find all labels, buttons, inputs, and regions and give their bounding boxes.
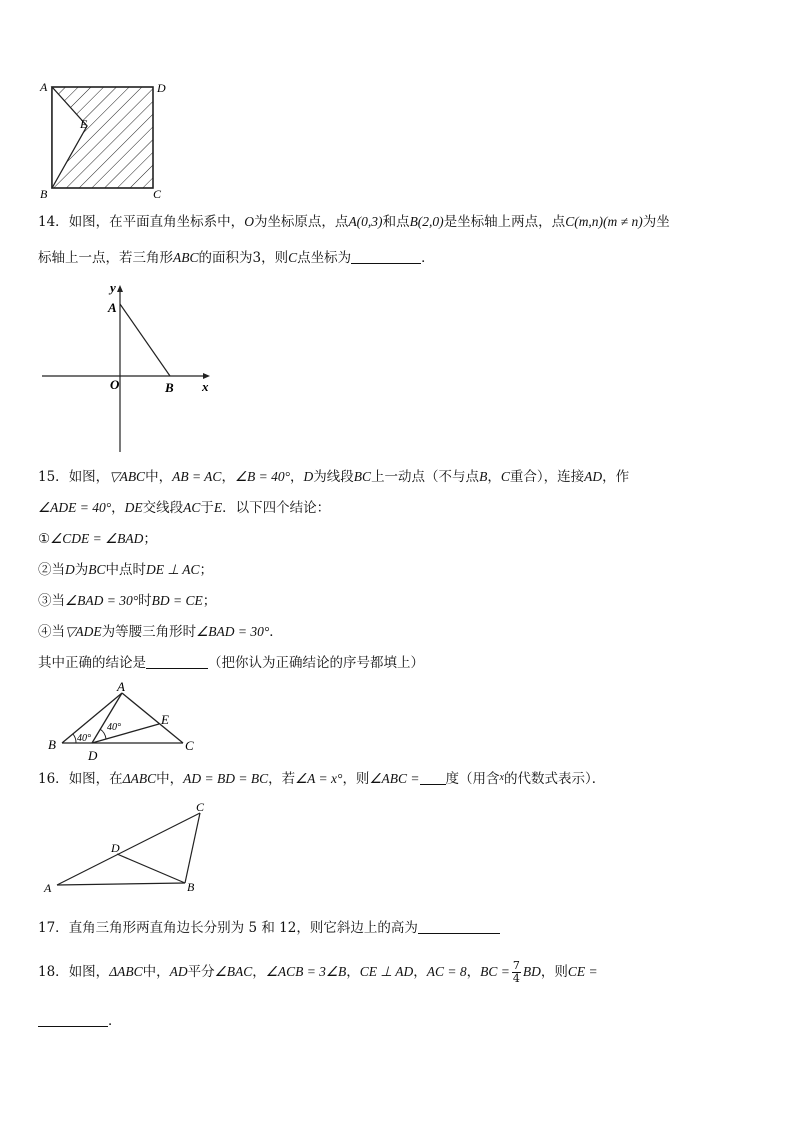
- label-B: B: [40, 187, 48, 200]
- q15-conclusion-2: ②当D为BC中点时DE ⊥ AC；: [38, 562, 214, 578]
- q15-conclusion-3: ③当∠BAD = 30°时BD = CE；: [38, 593, 217, 609]
- angle-label-b: 40°: [77, 733, 91, 744]
- q18-line-2: ．: [38, 1012, 122, 1030]
- q18-number: 18．: [38, 964, 69, 980]
- q14-answer-blank[interactable]: [351, 249, 421, 264]
- point-label-D: D: [111, 841, 120, 855]
- point-label-A: A: [44, 881, 52, 895]
- q15-conclusion-1: ①∠CDE = ∠BAD；: [38, 531, 157, 547]
- q18-answer-blank[interactable]: [38, 1012, 108, 1027]
- point-label-A: A: [108, 300, 117, 315]
- q14-line-1: 14．如图，在平面直角坐标系中，O为坐标原点，点A(0,3)和点B(2,0)是坐标轴上两点，点C(m,n)(m ≠ n)为坐: [38, 214, 670, 230]
- figure-square-hatched: [36, 78, 176, 200]
- point-label-C: C: [196, 800, 205, 814]
- figure-triangle-abc-de: [40, 680, 210, 765]
- point-label-O: O: [110, 377, 120, 392]
- point-label-B: B: [165, 380, 174, 395]
- point-label-D: D: [88, 748, 98, 763]
- label-D: D: [157, 81, 166, 95]
- figure-triangle-abcd: [40, 800, 215, 895]
- q16-answer-blank[interactable]: [420, 770, 446, 785]
- point-label-C: C: [185, 738, 194, 753]
- q17-line: 17．直角三角形两直角边长分别为 5 和 12，则它斜边上的高为: [38, 919, 500, 937]
- q14-number: 14．: [38, 214, 69, 230]
- q16-number: 16．: [38, 771, 69, 787]
- q15-answer-line: 其中正确的结论是 （把你认为正确结论的序号都填上）: [38, 655, 424, 671]
- q17-answer-blank[interactable]: [418, 919, 500, 934]
- figure-coordinate-axes: [38, 280, 218, 455]
- q14-line-2: 标轴上一点，若三角形ABC的面积为3，则C点坐标为 ．: [38, 250, 435, 266]
- q15-line-1: 15．如图，▽ABC中，AB = AC，∠B = 40°，D为线段BC上一动点（不与点B，C重合），连接AD，作: [38, 469, 630, 485]
- q15-conclusion-4: ④当▽ADE为等腰三角形时∠BAD = 30°．: [38, 624, 283, 640]
- point-label-B: B: [187, 880, 195, 894]
- q17-number: 17．: [38, 920, 69, 936]
- point-label-E: E: [161, 712, 169, 727]
- label-C: C: [153, 187, 162, 200]
- point-label-B: B: [48, 737, 56, 752]
- fraction-7-4: $\frac{7}{4}$: [512, 959, 520, 985]
- axis-label-x: x: [202, 379, 209, 394]
- q15-answer-blank[interactable]: [146, 654, 208, 669]
- label-A: A: [40, 80, 48, 94]
- point-label-A: A: [117, 680, 125, 694]
- q15-line-2: ∠ADE = 40°，DE交线段AC于E．以下四个结论：: [38, 500, 331, 516]
- angle-label-d: 40°: [107, 722, 121, 733]
- axis-label-y: y: [110, 280, 116, 295]
- q15-number: 15．: [38, 469, 69, 485]
- label-E: E: [80, 117, 88, 131]
- q16-line: 16．如图，在ΔABC中，AD = BD = BC，若∠A = x°，则∠ABC = 度（用含$^x$的代数式表示）．: [38, 771, 606, 787]
- q18-line-1: 18．如图，ΔABC中，AD平分∠BAC，∠ACB = 3∠B，CE ⊥ AD，AC = 8，BC = $\frac{7}{4}$ BD，则CE =: [38, 959, 598, 985]
